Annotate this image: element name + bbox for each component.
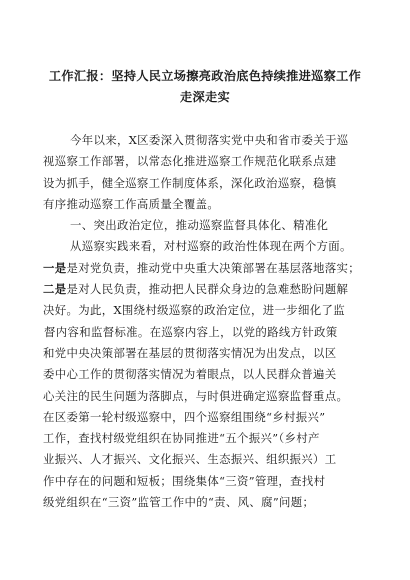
body-line: 一是是对党负责，推动党中央重大决策部署在基层落地落实； xyxy=(43,260,361,275)
document-body xyxy=(43,130,367,513)
lead-phrase-2: 二是 xyxy=(43,282,67,297)
body-line: 心关注的民生问题为落脚点，与时俱进确定巡察监督重点。 xyxy=(43,388,349,403)
body-line: 二是是对人民负责，推动把人民群众身边的急难愁盼问题解 xyxy=(43,282,349,297)
body-line: 设为抓手，健全巡察工作制度体系，深化政治巡察，稳慎 xyxy=(43,175,337,190)
body-line: 在区委第一轮村级巡察中，四个巡察组围绕“乡村振兴” xyxy=(43,409,326,424)
body-line: 决好。为此，X围绕村级巡察的政治定位，进一步细化了监 xyxy=(43,303,345,318)
body-line: 作中存在的问题和短板；围绕集体“三资”管理，查找村 xyxy=(43,473,326,488)
title-line-1: 工作汇报：坚持人民立场擦亮政治底色持续推进巡察工作 xyxy=(48,69,362,83)
body-line: 工作，查找村级党组织在协同推进“五个振兴”（乡村产 xyxy=(43,431,320,446)
section-heading: 一、突出政治定位，推动巡察监督具体化、精准化 xyxy=(70,218,329,233)
body-line: 级党组织在“三资”监管工作中的“责、风、腐”问题； xyxy=(43,495,315,510)
body-line: 视巡察工作部署，以常态化推进巡察工作规范化联系点建 xyxy=(43,154,337,169)
body-line: 委中心工作的贯彻落实情况为着眼点，以人民群众普遍关 xyxy=(43,367,337,382)
body-line: 业振兴、人才振兴、文化振兴、生态振兴、组织振兴）工 xyxy=(43,452,337,467)
title-line-2: 走深走实 xyxy=(180,90,230,104)
lead-phrase-1: 一是 xyxy=(43,260,67,275)
body-line: 从巡察实践来看，对村巡察的政治性体现在两个方面。 xyxy=(70,239,352,254)
body-line: 今年以来，X区委深入贯彻落实党中央和省市委关于巡 xyxy=(70,133,349,147)
body-line: 有序推动巡察工作高质量全覆盖。 xyxy=(43,196,220,211)
document-title xyxy=(43,66,367,108)
body-line: 和党中央决策部署在基层的贯彻落实情况为出发点，以区 xyxy=(43,345,337,360)
body-line: 督内容和监督标准。在巡察内容上，以党的路线方针政策 xyxy=(44,324,338,339)
